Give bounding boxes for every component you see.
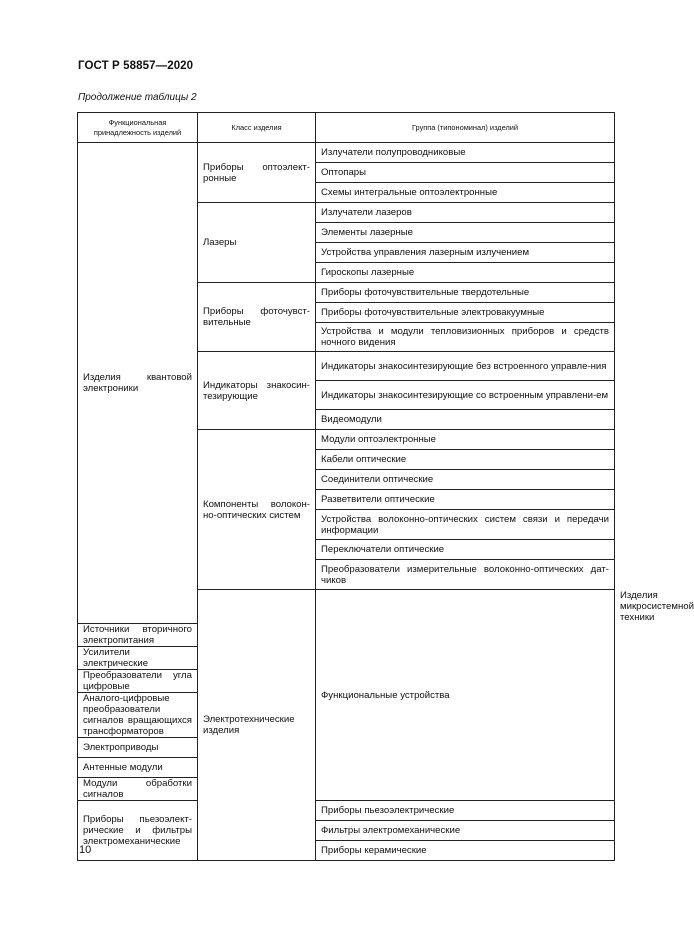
table-header-row (78, 113, 615, 143)
group-cell: Приборы фоточувствительные электровакуумные (316, 303, 615, 323)
group-cell: Соединители оптические (316, 470, 615, 490)
group-cell: Преобразователи измерительные волоконно-оптических дат-чиков (316, 560, 615, 590)
product-classification-table (77, 112, 694, 861)
group-cell: Антенные модули (78, 758, 198, 778)
table-row: Электротехнические изделия Функциональные устройства Изделия микросистемной техники (78, 590, 615, 624)
group-cell: Приборы керамические (316, 841, 615, 861)
group-cell: Приборы пьезоэлектрические (316, 801, 615, 821)
group-cell: Гироскопы лазерные (316, 263, 615, 283)
group-cell: Приборы фоточувствительные твердотельные (316, 283, 615, 303)
function-cell: Изделия квантовой электроники (78, 143, 198, 624)
group-cell: Устройства управления лазерным излучением (316, 243, 615, 263)
group-cell: Модули обработки сигналов (78, 778, 198, 801)
column-header-class: Класс изделия (198, 113, 316, 143)
group-cell: Разветвители оптические (316, 490, 615, 510)
class-cell: Приборы оптоэлект-ронные (198, 143, 316, 203)
group-cell: Схемы интегральные оптоэлектронные (316, 183, 615, 203)
class-cell: Приборы пьезоэлект-рические и фильтры электромеханические (78, 801, 198, 861)
group-cell: Переключатели оптические (316, 540, 615, 560)
group-cell: Усилители электрические (78, 647, 198, 670)
class-cell: Индикаторы знакосин-тезирующие (198, 352, 316, 430)
table-row (78, 143, 615, 163)
group-cell: Индикаторы знакосинтезирующие без встроенного управле-ния (316, 352, 615, 381)
group-cell: Устройства волоконно-оптических систем связи и передачи информации (316, 510, 615, 540)
group-cell: Преобразователи угла цифровые (78, 670, 198, 693)
class-cell: Лазеры (198, 203, 316, 283)
group-cell: Элементы лазерные (316, 223, 615, 243)
class-cell: Функциональные устройства (316, 590, 615, 801)
group-cell: Источники вторичного электропитания (78, 624, 198, 647)
table-row (78, 801, 615, 821)
function-cell: Электротехнические изделия (198, 590, 316, 861)
class-cell: Компоненты волокон-но-оптических систем (198, 430, 316, 590)
group-cell: Модули оптоэлектронные (316, 430, 615, 450)
group-cell: Видеомодули (316, 410, 615, 430)
group-cell: Устройства и модули тепловизионных приборов и средств ночного видения (316, 323, 615, 352)
group-cell: Кабели оптические (316, 450, 615, 470)
group-cell: Индикаторы знакосинтезирующие со встроенным управлени-ем (316, 381, 615, 410)
page-number: 10 (79, 844, 92, 856)
group-cell: Электроприводы (78, 738, 198, 758)
group-cell: Фильтры электромеханические (316, 821, 615, 841)
table-caption: Продолжение таблицы 2 (78, 92, 197, 103)
class-cell: Приборы фоточувст-вительные (198, 283, 316, 352)
group-cell: Оптопары (316, 163, 615, 183)
group-cell: Излучатели лазеров (316, 203, 615, 223)
column-header-group: Группа (типономинал) изделий (316, 113, 615, 143)
column-header-function: Функциональная принадлежность изделий (78, 113, 198, 143)
group-cell: Аналого-цифровые преобразователи сигналов вращающихся трансформаторов (78, 693, 198, 738)
group-cell: Излучатели полупроводниковые (316, 143, 615, 163)
document-standard-id: ГОСТ Р 58857—2020 (78, 60, 194, 72)
